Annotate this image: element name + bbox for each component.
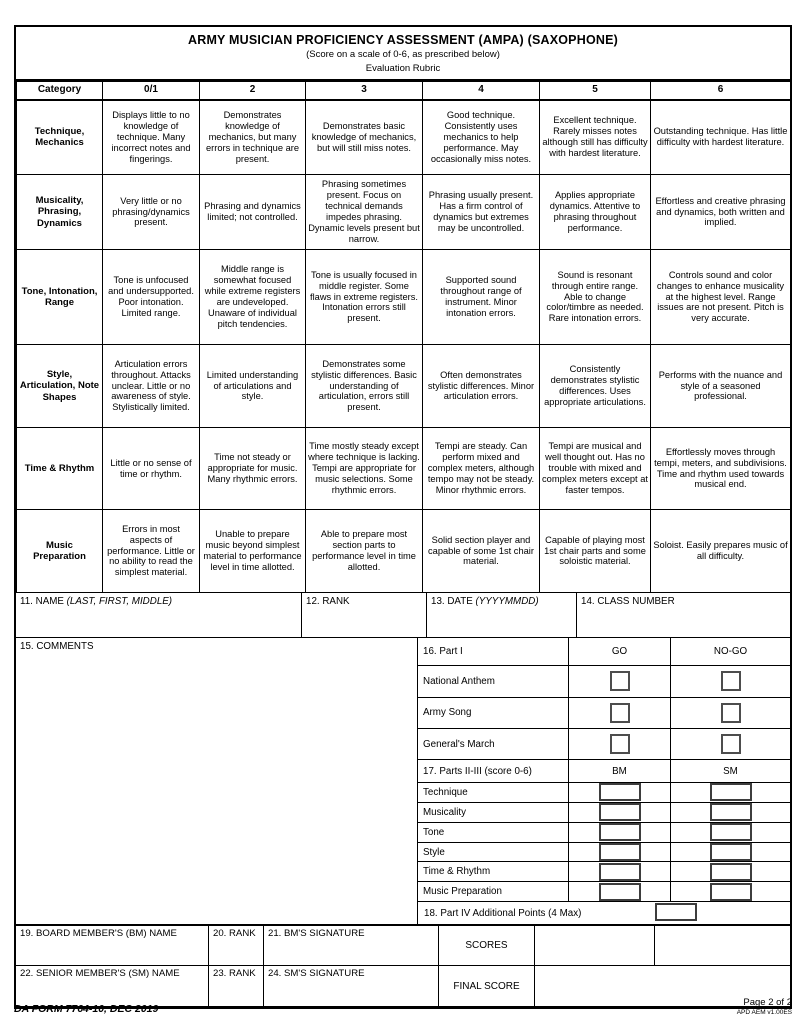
scoring-panel — [418, 638, 790, 924]
part23-item-label: Time & Rhythm — [423, 866, 491, 878]
rubric-col-header-6: 6 — [651, 82, 791, 100]
final-score-label-cell — [439, 966, 535, 1006]
score-box-style-bm[interactable] — [599, 843, 641, 861]
rubric-row-music-preparation — [17, 510, 791, 593]
bm-cell — [568, 862, 670, 881]
rubric-row-style — [17, 345, 791, 428]
rubric-col-header-category: Category — [17, 82, 103, 100]
part1-nogo-header: NO-GO — [670, 638, 790, 665]
sm-cell — [670, 803, 790, 822]
rubric-cell: Sound is resonant through entire range. Able to change color/timbre as needed. Rare intonation errors. — [540, 250, 651, 345]
score-box-music-preparation-bm[interactable] — [599, 883, 641, 901]
bm-cell — [568, 803, 670, 822]
footer-right-block — [737, 997, 792, 1016]
rubric-col-header-0-1: 0/1 — [103, 82, 200, 100]
part23-row-style — [418, 843, 790, 863]
rubric-cell: Capable of playing most 1st chair parts and some soloistic material. — [540, 510, 651, 593]
form-number: DA FORM 7764-10, DEC 2019 — [14, 1003, 159, 1015]
bm-cell — [568, 843, 670, 862]
rubric-cell: Tempi are musical and well thought out. Has no trouble with mixed and complex meters except at faster tempos. — [540, 428, 651, 510]
rubric-cell: Tempi are steady. Can perform mixed and complex meters, although tempo may not be steady. Minor rhythmic errors. — [423, 428, 540, 510]
score-box-time-rhythm-sm[interactable] — [710, 863, 752, 881]
form-subtitle: (Score on a scale of 0-6, as prescribed below) — [306, 49, 500, 60]
part23-item-label: Style — [423, 846, 445, 858]
rubric-cell: Applies appropriate dynamics. Attentive to phrasing throughout performance. — [540, 175, 651, 250]
part23-item-label: Musicality — [423, 806, 467, 818]
bm-score-cell[interactable] — [535, 926, 655, 965]
part1-item-label: General's March — [423, 738, 495, 750]
rubric-cell: Displays little to no knowledge of technique. Many incorrect notes and fingerings. — [103, 100, 200, 175]
part23-item-label: Tone — [423, 826, 445, 838]
bm-name-label: 19. BOARD MEMBER'S (BM) NAME — [20, 928, 177, 939]
rubric-cell: Articulation errors throughout. Attacks unclear. Little or no awareness of style. Stylistically limited. — [103, 345, 200, 428]
sm-rank-field[interactable] — [209, 966, 264, 1006]
comments-field[interactable] — [16, 638, 418, 924]
rubric-cell: Solid section player and capable of some 1st chair material. — [423, 510, 540, 593]
checkbox-army-song-nogo[interactable] — [721, 703, 741, 723]
board-member-row — [16, 926, 790, 966]
sm-cell — [670, 783, 790, 802]
sm-cell — [670, 823, 790, 842]
part23-bm-header: BM — [568, 760, 670, 782]
rubric-cell: Time not steady or appropriate for music. Many rhythmic errors. — [200, 428, 306, 510]
rubric-category-label: Technique, Mechanics — [17, 100, 103, 175]
part1-label: 16. Part I — [423, 645, 463, 657]
rubric-col-header-4: 4 — [423, 82, 540, 100]
rubric-cell: Middle range is somewhat focused while extreme registers are undeveloped. Unaware of individual pitch tendencies. — [200, 250, 306, 345]
date-format-hint: (YYYYMMDD) — [475, 596, 539, 607]
part23-row-tone — [418, 823, 790, 843]
score-box-technique-sm[interactable] — [710, 783, 752, 801]
rubric-cell: Very little or no phrasing/dynamics present. — [103, 175, 200, 250]
rubric-cell: Phrasing and dynamics limited; not controlled. — [200, 175, 306, 250]
nogo-cell — [670, 698, 790, 729]
rubric-cell: Demonstrates knowledge of mechanics, but many errors in technique are present. — [200, 100, 306, 175]
ampa-form — [14, 25, 792, 1009]
rubric-row-technique — [17, 100, 791, 175]
rubric-category-label: Musicality, Phrasing, Dynamics — [17, 175, 103, 250]
class-number-label: 14. CLASS NUMBER — [581, 596, 675, 607]
rubric-cell: Performs with the nuance and style of a seasoned professional. — [651, 345, 791, 428]
score-box-music-preparation-sm[interactable] — [710, 883, 752, 901]
part23-item-label: Technique — [423, 786, 468, 798]
rubric-row-musicality — [17, 175, 791, 250]
name-label: 11. NAME — [20, 596, 67, 607]
page-number: Page 2 of 2 — [743, 997, 792, 1008]
part23-header-row — [418, 760, 790, 783]
name-field[interactable] — [16, 593, 302, 637]
checkbox-generals-march-nogo[interactable] — [721, 734, 741, 754]
rubric-table — [16, 81, 791, 593]
rubric-cell: Little or no sense of time or rhythm. — [103, 428, 200, 510]
checkbox-army-song-go[interactable] — [610, 703, 630, 723]
rubric-cell: Able to prepare most section parts to performance level in time allotted. — [306, 510, 423, 593]
rubric-row-time-rhythm — [17, 428, 791, 510]
bm-cell — [568, 783, 670, 802]
bm-signature-field[interactable] — [264, 926, 439, 965]
comments-label: 15. COMMENTS — [20, 641, 94, 652]
rubric-col-header-5: 5 — [540, 82, 651, 100]
go-cell — [568, 729, 670, 759]
scores-label-cell — [439, 926, 535, 965]
score-box-technique-bm[interactable] — [599, 783, 641, 801]
nogo-cell — [670, 729, 790, 759]
senior-member-row — [16, 966, 790, 1006]
part23-sm-header: SM — [670, 760, 790, 782]
rubric-cell: Limited understanding of articulations and style. — [200, 345, 306, 428]
rubric-cell: Unable to prepare music beyond simplest material to performance level in time allotted. — [200, 510, 306, 593]
version-label: APD AEM v1.00ES — [736, 1009, 792, 1016]
score-box-tone-bm[interactable] — [599, 823, 641, 841]
part1-header-row — [418, 638, 790, 666]
rubric-category-label: Style, Articulation, Note Shapes — [17, 345, 103, 428]
final-score-label: FINAL SCORE — [453, 980, 520, 992]
score-box-time-rhythm-bm[interactable] — [599, 863, 641, 881]
sm-cell — [670, 882, 790, 901]
rubric-cell: Soloist. Easily prepares music of all difficulty. — [651, 510, 791, 593]
rubric-cell: Effortlessly moves through tempi, meters, and subdivisions. Time and rhythm used towards musical end. — [651, 428, 791, 510]
part1-row-generals-march — [418, 729, 790, 760]
rubric-cell: Demonstrates basic knowledge of mechanics, but will still miss notes. — [306, 100, 423, 175]
part23-row-time-rhythm — [418, 862, 790, 882]
nogo-cell — [670, 666, 790, 697]
part1-item-label: Army Song — [423, 707, 472, 719]
sm-score-cell[interactable] — [655, 926, 790, 965]
part23-row-music-preparation — [418, 882, 790, 902]
rubric-category-label: Tone, Intonation, Range — [17, 250, 103, 345]
date-label: 13. DATE — [431, 596, 476, 607]
rubric-cell: Excellent technique. Rarely misses notes although still has difficulty with hardest literature. — [540, 100, 651, 175]
part23-row-technique — [418, 783, 790, 803]
rubric-section-label: Evaluation Rubric — [365, 63, 441, 74]
part23-row-musicality — [418, 803, 790, 823]
rubric-header-row — [17, 82, 791, 100]
score-box-musicality-sm[interactable] — [710, 803, 752, 821]
score-box-musicality-bm[interactable] — [599, 803, 641, 821]
bm-name-field[interactable] — [16, 926, 209, 965]
sm-signature-label: 24. SM'S SIGNATURE — [268, 968, 365, 979]
rubric-cell: Demonstrates some stylistic differences. Basic understanding of articulation, errors still present. — [306, 345, 423, 428]
part1-row-national-anthem — [418, 666, 790, 698]
rubric-cell: Phrasing usually present. Has a firm control of dynamics but extremes may be uncontrolled. — [423, 175, 540, 250]
go-cell — [568, 698, 670, 729]
bm-signature-label: 21. BM'S SIGNATURE — [268, 928, 365, 939]
score-box-style-sm[interactable] — [710, 843, 752, 861]
part1-go-header: GO — [568, 638, 670, 665]
checkbox-national-anthem-nogo[interactable] — [721, 671, 741, 691]
rubric-cell: Supported sound throughout range of instrument. Minor intonation errors. — [423, 250, 540, 345]
rubric-cell: Tone is unfocused and undersupported. Poor intonation. Limited range. — [103, 250, 200, 345]
sm-name-label: 22. SENIOR MEMBER'S (SM) NAME — [20, 968, 180, 979]
rank-field[interactable] — [302, 593, 427, 637]
form-title: ARMY MUSICIAN PROFICIENCY ASSESSMENT (AMPA) (SAXOPHONE) — [187, 33, 618, 47]
part1-row-army-song — [418, 698, 790, 730]
comments-and-scoring-section — [16, 638, 790, 926]
rubric-category-label: Time & Rhythm — [17, 428, 103, 510]
checkbox-national-anthem-go[interactable] — [610, 671, 630, 691]
sm-cell — [670, 862, 790, 881]
date-field[interactable] — [427, 593, 577, 637]
rubric-cell: Consistently demonstrates stylistic differences. Uses appropriate articulations. — [540, 345, 651, 428]
go-cell — [568, 666, 670, 697]
rubric-row-tone — [17, 250, 791, 345]
rubric-cell: Controls sound and color changes to enhance musicality at the highest level. Range issues are not present. Pitch is very accurate. — [651, 250, 791, 345]
rank-label: 12. RANK — [306, 596, 350, 607]
rubric-cell: Errors in most aspects of performance. Little or no ability to read the simplest material. — [103, 510, 200, 593]
bm-rank-field[interactable] — [209, 926, 264, 965]
sm-name-field[interactable] — [16, 966, 209, 1006]
rubric-col-header-3: 3 — [306, 82, 423, 100]
sm-cell — [670, 843, 790, 862]
sm-signature-field[interactable] — [264, 966, 439, 1006]
part4-points-box[interactable] — [655, 903, 697, 921]
rubric-cell: Good technique. Consistently uses mechanics to help performance. May occasionally miss notes. — [423, 100, 540, 175]
rubric-cell: Phrasing sometimes present. Focus on technical demands impedes phrasing. Dynamic levels present but narrow. — [306, 175, 423, 250]
score-box-tone-sm[interactable] — [710, 823, 752, 841]
checkbox-generals-march-go[interactable] — [610, 734, 630, 754]
part23-item-label: Music Preparation — [423, 886, 502, 898]
rubric-cell: Outstanding technique. Has little difficulty with hardest literature. — [651, 100, 791, 175]
rubric-cell: Effortless and creative phrasing and dynamics, both written and implied. — [651, 175, 791, 250]
scores-label: SCORES — [465, 940, 508, 951]
rubric-col-header-2: 2 — [200, 82, 306, 100]
part23-label: 17. Parts II-III (score 0-6) — [423, 765, 532, 777]
part1-item-label: National Anthem — [423, 675, 495, 687]
bm-cell — [568, 882, 670, 901]
name-format-hint: (LAST, FIRST, MIDDLE) — [66, 596, 173, 607]
bm-rank-label: 20. RANK — [213, 928, 256, 939]
bm-cell — [568, 823, 670, 842]
rubric-category-label: Music Preparation — [17, 510, 103, 593]
sm-rank-label: 23. RANK — [213, 968, 256, 979]
class-number-field[interactable] — [577, 593, 790, 637]
title-block — [16, 27, 790, 81]
part4-row — [418, 902, 790, 924]
part4-label: 18. Part IV Additional Points (4 Max) — [424, 907, 582, 919]
rubric-cell: Tone is usually focused in middle register. Some flaws in extreme registers. Intonation errors still present. — [306, 250, 423, 345]
identification-row — [16, 593, 790, 638]
rubric-cell: Often demonstrates stylistic differences. Minor articulation errors. — [423, 345, 540, 428]
rubric-cell: Time mostly steady except where technique is lacking. Tempi are appropriate for music selections. Some rhythmic errors. — [306, 428, 423, 510]
